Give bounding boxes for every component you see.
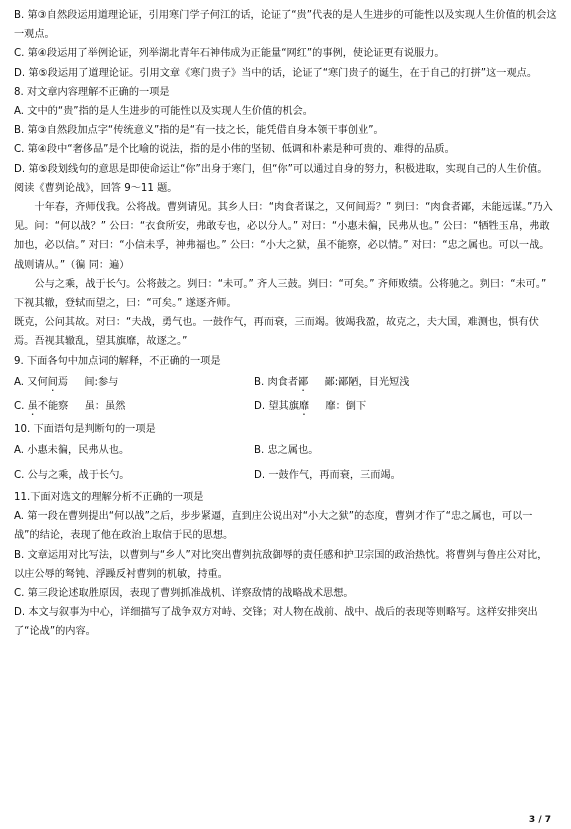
question-10: 10. 下面语句是判断句的一项是 xyxy=(14,423,156,435)
question-11-option-b: B. 文章运用对比写法，以曹刿与“乡人”对比突出曹刿抗敌御辱的责任感和护卫宗国的政治热忱。将曹刿与鲁庄公对比，以庄公辱的驽钝、浮躁反衬曹刿的机敏，持重。 xyxy=(14,549,548,580)
option-b-paragraph: B. 第③自然段运用道理论证，引用寒门学子何江的话，论证了“贵”代表的是人生进步的可能性以及实现人生价值的机会这一观点。 xyxy=(14,10,557,41)
page-number: 3 / 7 xyxy=(528,815,551,825)
passage-paragraph-2: 公与之乘，战于长勺。公将鼓之。刿曰：“未可。” 齐人三鼓。刿曰：“可矣。” 齐师败绩。公将驰之。刿曰：“未可。” 下视其辙，登轼而望之，曰：“可矣。” 遂逐齐师。 xyxy=(14,278,547,310)
question-8-option-b: B. 第③自然段加点字“传统意义”指的是“有一技之长，能凭借自身本领干事创业”。 xyxy=(14,125,384,137)
option-d-paragraph: D. 第⑤段运用了道理论证。引用文章《寒门贵子》当中的话，论证了“寒门贵子的诞生，在于自己的打拼”这一观点。 xyxy=(14,67,538,79)
passage-paragraph-3: 既克，公问其故。对曰：“夫战，勇气也。一鼓作气，再而衰，三而竭。彼竭我盈，故克之，夫大国，难测也，惧有伏焉。吾视其辙乱，望其旗靡，故逐之。” xyxy=(14,317,539,348)
reading-intro: 阅读《曹刿论战》，回答 9～11 题。 xyxy=(14,182,178,194)
question-11: 11.下面对选文的理解分析不正确的一项是 xyxy=(14,492,204,504)
question-10-option-d: D. 一鼓作气，再而衰，三而竭。 xyxy=(254,469,401,481)
question-11-option-d: D. 本文与叙事为中心，详细描写了战争双方对峙、交锋；对人物在战前、战中、战后的表现等则略写。这样安排突出了“论战”的内容。 xyxy=(14,607,538,638)
question-8-option-c: C. 第④段中“奢侈品”是个比喻的说法，指的是小伟的坚韧、低调和朴素是种可贵的、难得的品质。 xyxy=(14,144,455,156)
question-11-option-a: A. 第一段在曹刿提出“何以战”之后，步步紧逼，直到庄公说出对“小大之狱”的态度，曹刿才作了“忠之属也，可以一战”的结论，表现了他在政治上取信于民的思想。 xyxy=(14,511,533,542)
question-10-option-c: C. 公与之乘，战于长勺。 xyxy=(14,469,130,481)
question-9-option-c: C. 虽不能察 虽：虽然 xyxy=(14,401,126,413)
question-9-option-a: A. 又何间焉 间:参与 xyxy=(14,376,119,388)
question-10-option-b: B. 忠之属也。 xyxy=(254,445,319,457)
option-c-paragraph: C. 第④段运用了举例论证，列举湖北青年石神伟成为正能量“网红”的事例，使论证更有说服力。 xyxy=(14,48,445,60)
passage-paragraph-1: 十年春，齐师伐我。公将战。曹刿请见。其乡人曰：“肉食者谋之，又何间焉？” 刿曰：“肉食者鄙，未能远谋。”乃入见。问：“何以战？” 公曰：“衣食所安，弗敢专也，必以分人。” 对曰：“小惠未徧，民弗从也。” 公曰：“牺牲玉帛，弗敢加也，必以信。” 对曰：“小信未孚，神弗福也。” 公曰：“小大之狱，虽不能察，必以情。” 对曰：“忠之属也。可以一战。战则请从。”（徧 同：遍） xyxy=(14,202,553,271)
question-8-option-d: D. 第⑤段划线句的意思是即使命运让“你”出身于寒门，但“你”可以通过自身的努力，积极进取，实现自己的人生价值。 xyxy=(14,163,548,175)
question-11-option-c: C. 第三段论述取胜原因，表现了曹刿抓准战机、详察敌情的战略战术思想。 xyxy=(14,588,354,600)
question-9: 9. 下面各句中加点词的解释，不正确的一项是 xyxy=(14,355,221,367)
question-10-option-a: A. 小惠未徧，民弗从也。 xyxy=(14,445,130,457)
question-10-row-2 xyxy=(14,464,557,489)
question-8-option-a: A. 文中的“贵”指的是人生进步的可能性以及实现人生价值的机会。 xyxy=(14,106,313,118)
question-9-row-2 xyxy=(14,395,557,420)
question-8: 8. 对文章内容理解不正确的一项是 xyxy=(14,86,170,98)
question-9-option-d: D. 望其旗靡 靡：倒下 xyxy=(254,401,367,413)
question-10-row-1 xyxy=(14,439,557,464)
question-9-option-b: B. 肉食者鄙 鄙:鄙陋，目光短浅 xyxy=(254,376,410,388)
question-9-row-1 xyxy=(14,371,557,396)
